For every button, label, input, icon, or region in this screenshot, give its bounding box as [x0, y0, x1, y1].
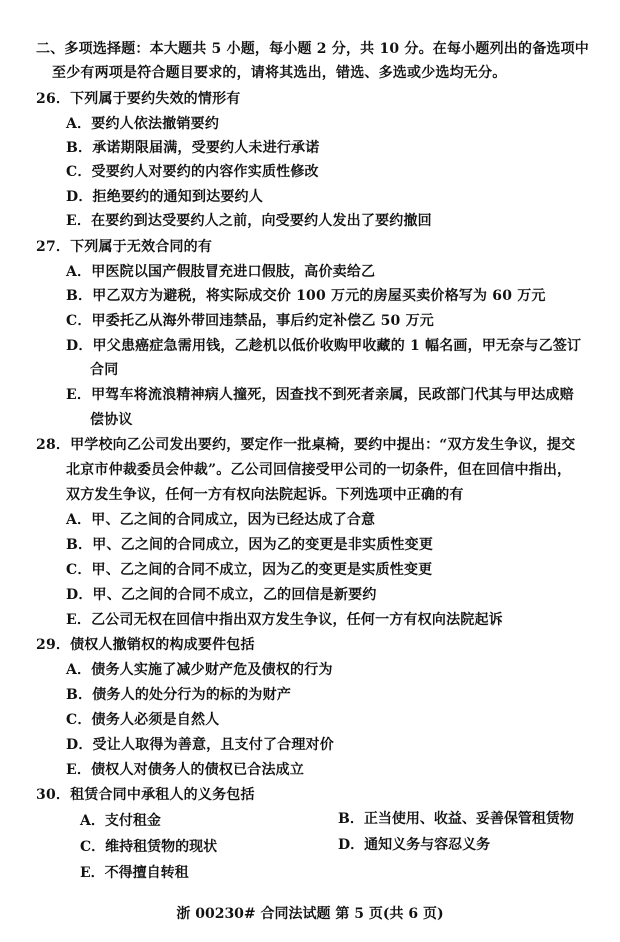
question-28-option-b: B．甲、乙之间的合同成立，因为乙的变更是非实质性变更	[66, 537, 434, 553]
question-27-stem: 27．下列属于无效合同的有	[36, 239, 213, 255]
question-27-option-c: C．甲委托乙从海外带回违禁品，事后约定补偿乙 50 万元	[66, 313, 434, 329]
question-28-option-a: A．甲、乙之间的合同成立，因为已经达成了合意	[66, 512, 376, 528]
question-29-option-c: C．债务人必须是自然人	[66, 712, 220, 728]
question-28-stem: 28．甲学校向乙公司发出要约，要定作一批桌椅，要约中提出：“双方发生争议，提交	[36, 437, 576, 453]
question-29-option-b: B．债务人的处分行为的标的为财产	[66, 687, 292, 703]
question-30-option-e: E．不得擅自转租	[80, 865, 189, 881]
question-26-option-d: D．拒绝要约的通知到达要约人	[66, 189, 263, 205]
question-28-option-d: D．甲、乙之间的合同不成立，乙的回信是新要约	[66, 587, 377, 603]
question-26-stem: 26．下列属于要约失效的情形有	[36, 91, 241, 107]
question-30-option-d: D．通知义务与容忍义务	[338, 837, 491, 853]
question-30-option-a: A．支付租金	[80, 813, 161, 829]
question-26-option-e: E．在要约到达受要约人之前，向受要约人发出了要约撤回	[66, 213, 432, 229]
question-28-stem-line-3: 双方发生争议，任何一方有权向法院起诉。下列选项中正确的有	[66, 487, 464, 503]
question-26-option-c: C．受要约人对要约的内容作实质性修改	[66, 164, 319, 180]
question-27-option-d: D．甲父患癌症急需用钱，乙趁机以低价收购甲收藏的 1 幅名画，甲无奈与乙签订	[66, 338, 582, 354]
question-28-stem-line-2: 北京市仲裁委员会仲裁”。乙公司回信接受甲公司的一切条件，但在回信中指出，	[66, 462, 572, 478]
section-header-continuation: 至少有两项是符合题目要求的，请将其选出，错选、多选或少选均无分。	[52, 65, 507, 81]
question-26-option-b: B．承诺期限届满，受要约人未进行承诺	[66, 140, 320, 156]
page-footer: 浙 00230# 合同法试题 第 5 页(共 6 页)	[176, 906, 444, 922]
question-29-stem: 29．债权人撤销权的构成要件包括	[36, 637, 255, 653]
question-27-option-a: A．甲医院以国产假肢冒充进口假肢，高价卖给乙	[66, 264, 376, 280]
question-27-option-b: B．甲乙双方为避税，将实际成交价 100 万元的房屋买卖价格写为 60 万元	[66, 288, 546, 304]
question-28-option-e: E．乙公司无权在回信中指出双方发生争议，任何一方有权向法院起诉	[66, 612, 503, 628]
question-30-option-c: C．维持租赁物的现状	[80, 839, 218, 855]
question-29-option-d: D．受让人取得为善意，且支付了合理对价	[66, 737, 334, 753]
question-27-option-e: E．甲驾车将流浪精神病人撞死，因查找不到死者亲属，民政部门代其与甲达成赔	[66, 387, 574, 403]
question-27-option-d-continuation: 合同	[90, 362, 119, 378]
question-29-option-a: A．债务人实施了减少财产危及债权的行为	[66, 662, 333, 678]
section-header: 二、多项选择题：本大题共 5 小题，每小题 2 分，共 10 分。在每小题列出的备选项中	[36, 41, 590, 57]
question-26-option-a: A．要约人依法撤销要约	[66, 116, 220, 132]
question-29-option-e: E．债权人对债务人的债权已合法成立	[66, 762, 305, 778]
question-30-stem: 30．租赁合同中承租人的义务包括	[36, 787, 255, 803]
question-28-option-c: C．甲、乙之间的合同不成立，因为乙的变更是实质性变更	[66, 562, 433, 578]
question-30-option-b: B．正当使用、收益、妥善保管租赁物	[338, 811, 574, 827]
question-27-option-e-continuation: 偿协议	[90, 412, 133, 428]
